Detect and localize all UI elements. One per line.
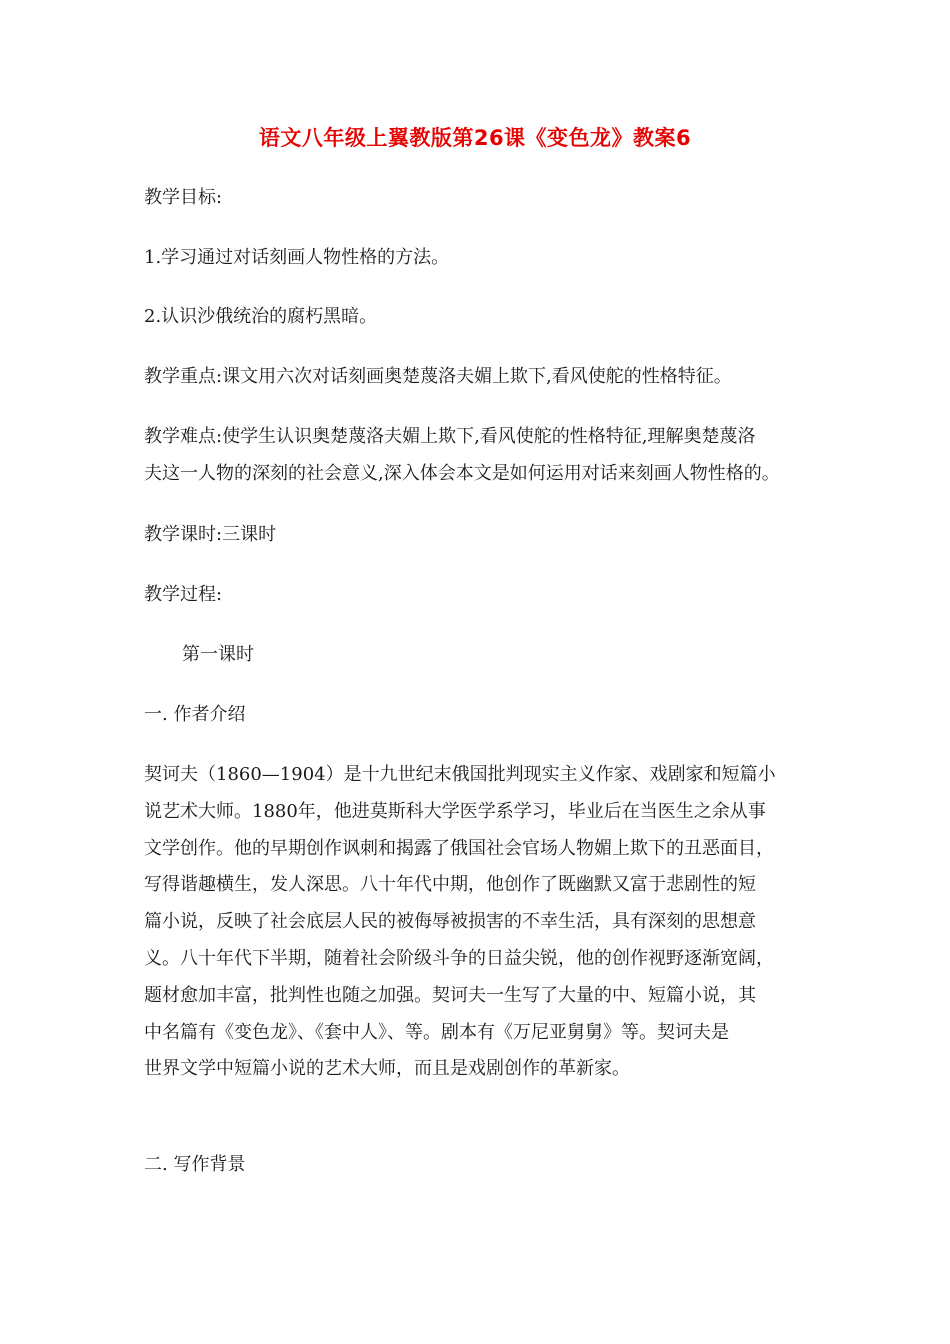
author-intro-line: 写得谐趣横生，发人深思。八十年代中期，他创作了既幽默又富于悲剧性的短 (144, 874, 756, 896)
difficulty-line-1: 教学难点:使学生认识奥楚蔑洛夫媚上欺下,看风使舵的性格特征,理解奥楚蔑洛 (144, 426, 756, 447)
author-intro-line: 说艺术大师。1880年，他进莫斯科大学医学系学习，毕业后在当医生之余从事 (144, 800, 766, 822)
author-intro-line: 篇小说，反映了社会底层人民的被侮辱被损害的不幸生活，具有深刻的思想意 (144, 911, 756, 933)
section-2-heading: 二. 写作背景 (144, 1154, 246, 1175)
author-intro-line: 题材愈加丰富，批判性也随之加强。契诃夫一生写了大量的中、短篇小说，其 (144, 984, 756, 1006)
difficulty-line-2: 夫这一人物的深刻的社会意义,深入体会本文是如何运用对话来刻画人物性格的。 (144, 463, 780, 484)
first-lesson: 第一课时 (182, 644, 254, 665)
author-intro-line: 契诃夫（1860—1904）是十九世纪末俄国批判现实主义作家、戏剧家和短篇小 (144, 764, 776, 785)
objectives-heading: 教学目标: (144, 187, 223, 208)
process-heading: 教学过程: (144, 584, 223, 605)
section-1-heading: 一. 作者介绍 (144, 704, 246, 725)
objective-1: 1.学习通过对话刻画人物性格的方法。 (144, 247, 450, 268)
author-intro-line: 文学创作。他的早期创作讽刺和揭露了俄国社会官场人物媚上欺下的丑恶面目， (144, 837, 774, 859)
class-hours: 教学课时:三课时 (144, 524, 277, 545)
author-intro-line: 中名篇有《变色龙》、《套中人》、等。剧本有《万尼亚舅舅》等。契诃夫是 (144, 1021, 729, 1043)
key-point: 教学重点:课文用六次对话刻画奥楚蔑洛夫媚上欺下,看风使舵的性格特征。 (144, 366, 732, 387)
objective-2: 2.认识沙俄统治的腐朽黑暗。 (144, 306, 378, 327)
document-title: 语文八年级上翼教版第26课《变色龙》教案6 (258, 126, 692, 150)
author-intro-line: 世界文学中短篇小说的艺术大师，而且是戏剧创作的革新家。 (144, 1058, 630, 1080)
author-intro-line: 义。八十年代下半期，随着社会阶级斗争的日益尖锐，他的创作视野逐渐宽阔， (144, 948, 774, 969)
